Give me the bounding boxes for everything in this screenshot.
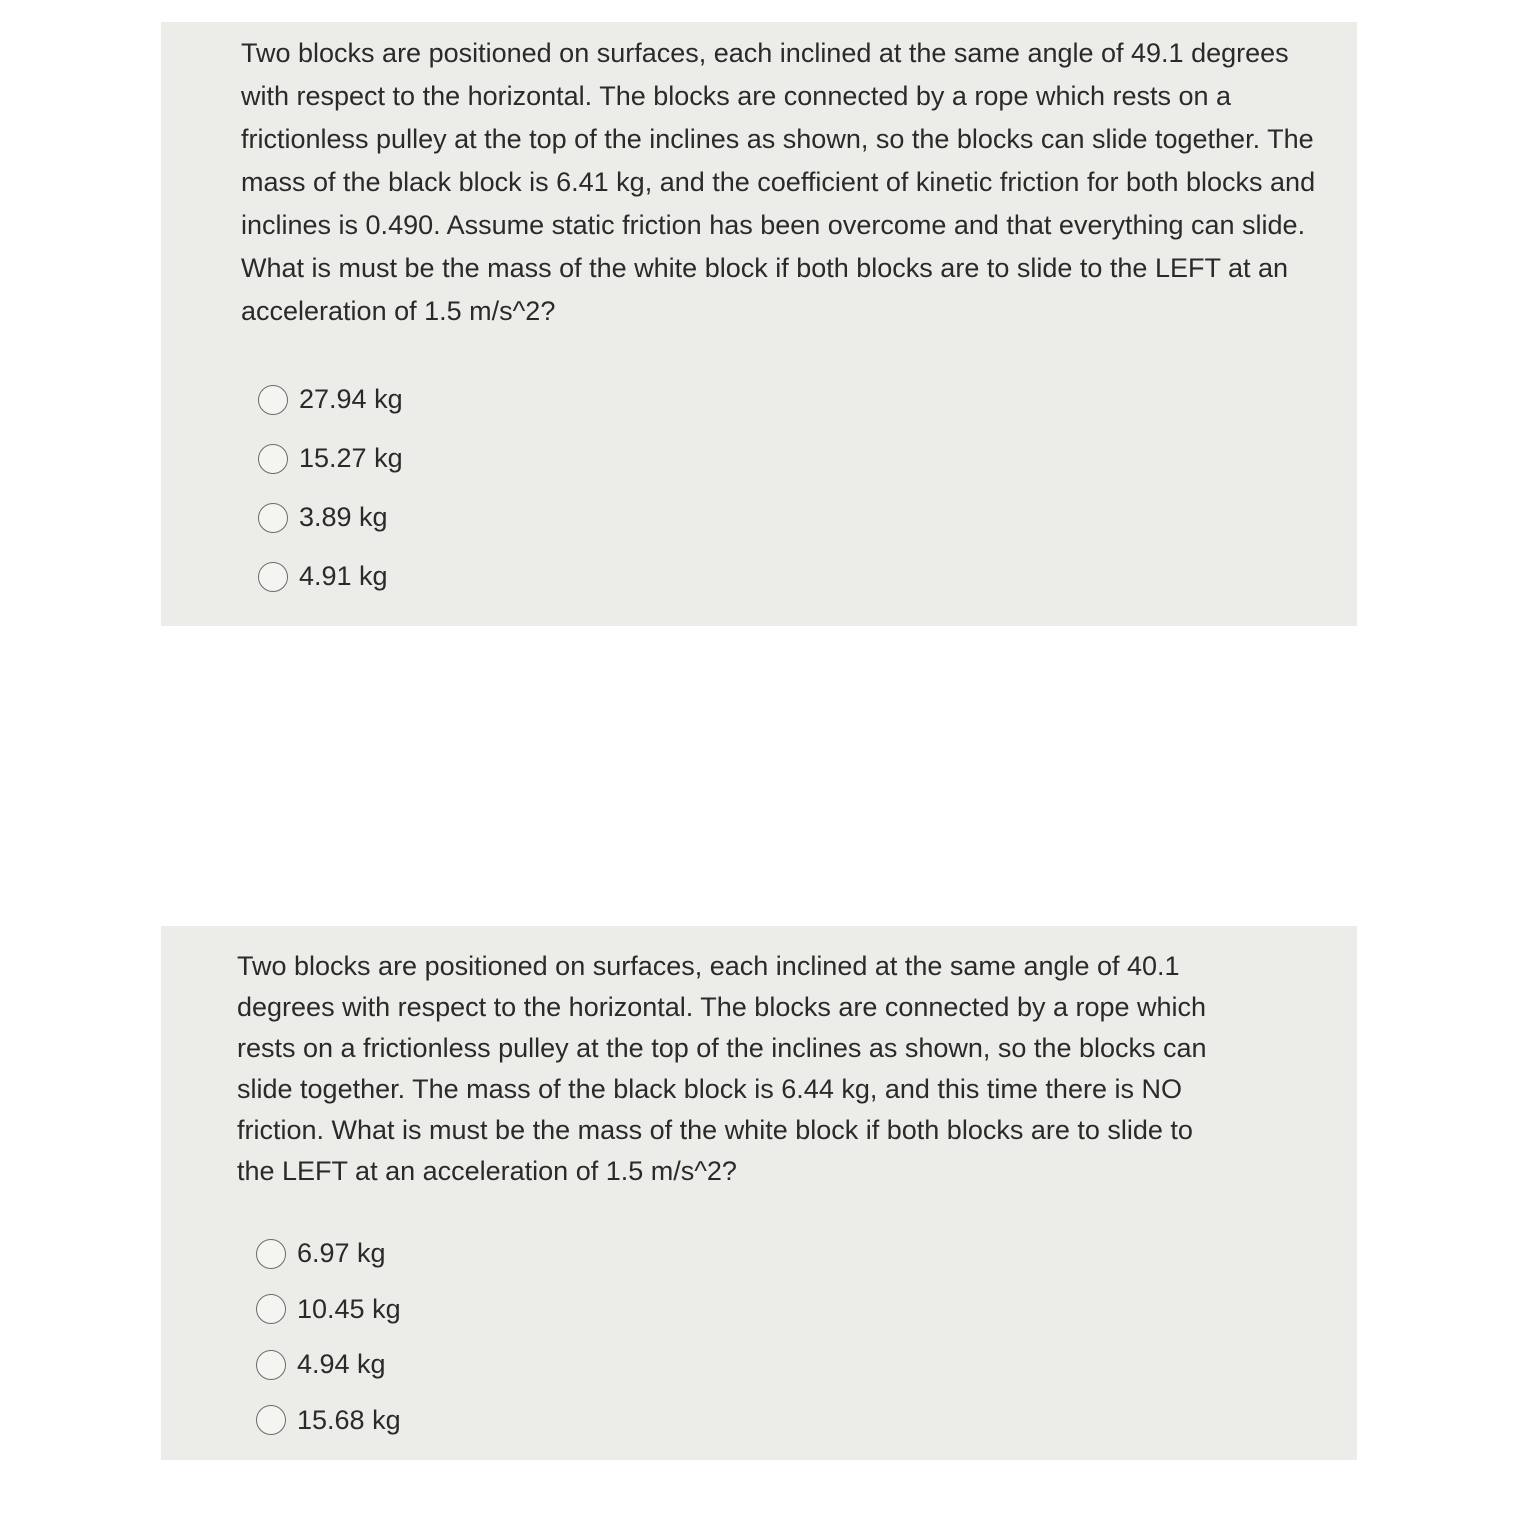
- radio-button[interactable]: [258, 385, 288, 415]
- question-card-1: [161, 22, 1357, 626]
- answer-option[interactable]: [258, 429, 403, 488]
- radio-button[interactable]: [256, 1405, 286, 1435]
- answer-option-label: 10.45 kg: [297, 1293, 401, 1324]
- radio-button[interactable]: [256, 1350, 286, 1380]
- radio-button[interactable]: [258, 503, 288, 533]
- answer-option-label: 4.91 kg: [299, 561, 388, 591]
- question-text: Two blocks are positioned on surfaces, each inclined at the same angle of 49.1 degrees with respect to the horizontal. The blocks are connected by a rope which rests on a frictionless pulley at the top of the inclines as shown, so the blocks can slide together. The mass of the black block is 6.41 kg, and the coefficient of kinetic friction for both blocks and inclines is 0.490. Assume static friction has been overcome and that everything can slide. What is must be the mass of the white block if both blocks are to slide to the LEFT at an acceleration of 1.5 m/s^2?: [241, 38, 1316, 326]
- answer-option-label: 27.94 kg: [299, 384, 403, 414]
- answer-option[interactable]: [258, 547, 403, 606]
- answer-option[interactable]: [256, 1282, 401, 1338]
- answer-option-label: 4.94 kg: [297, 1349, 386, 1380]
- radio-button[interactable]: [256, 1239, 286, 1269]
- radio-button[interactable]: [258, 444, 288, 474]
- answer-option-label: 15.27 kg: [299, 443, 403, 473]
- question-card-2: [161, 926, 1357, 1460]
- radio-button[interactable]: [258, 562, 288, 592]
- answer-option[interactable]: [256, 1393, 401, 1449]
- answer-option[interactable]: [258, 488, 403, 547]
- answer-options: [258, 370, 403, 606]
- answer-option-label: 15.68 kg: [297, 1404, 401, 1435]
- answer-option-label: 6.97 kg: [297, 1238, 386, 1269]
- radio-button[interactable]: [256, 1294, 286, 1324]
- question-text: Two blocks are positioned on surfaces, each inclined at the same angle of 40.1 degrees with respect to the horizontal. The blocks are connected by a rope which rests on a frictionless pulley at the top of the inclines as shown, so the blocks can slide together. The mass of the black block is 6.44 kg, and this time there is NO friction. What is must be the mass of the white block if both blocks are to slide to the LEFT at an acceleration of 1.5 m/s^2?: [237, 951, 1207, 1186]
- answer-option[interactable]: [256, 1226, 401, 1282]
- answer-options: [256, 1226, 401, 1448]
- answer-option[interactable]: [256, 1337, 401, 1393]
- answer-option[interactable]: [258, 370, 403, 429]
- answer-option-label: 3.89 kg: [299, 502, 388, 532]
